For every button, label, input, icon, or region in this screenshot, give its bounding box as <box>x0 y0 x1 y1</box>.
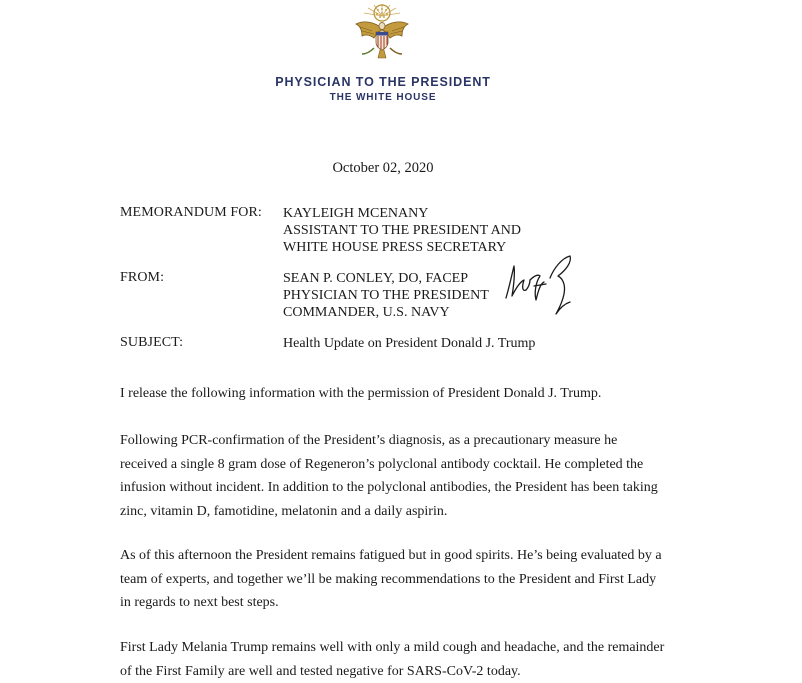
body-line: I release the following information with the permission of President Donald J. Trump. <box>120 386 602 401</box>
body-line: team of experts, and together we’ll be making recommendations to the President and First Lady <box>120 571 657 587</box>
letterhead-title: PHYSICIAN TO THE PRESIDENT <box>275 75 491 89</box>
body-line: in regards to next best steps. <box>120 595 279 610</box>
memo-from-label: FROM: <box>120 270 165 285</box>
body-line: infusion without incident. In addition to the polyclonal antibodies, the President has been taking <box>120 480 658 495</box>
body-line: of the First Family are well and tested negative for SARS-CoV-2 today. <box>120 663 521 679</box>
body-line: First Lady Melania Trump remains well with only a mild cough and headache, and the remainder <box>120 640 665 655</box>
body-line: Following PCR-confirmation of the President’s diagnosis, as a precautionary measure he <box>120 433 618 448</box>
memo-for-block <box>283 205 521 256</box>
memo-for-line: WHITE HOUSE PRESS SECRETARY <box>283 240 507 255</box>
memo-from-line: COMMANDER, U.S. NAVY <box>283 305 450 320</box>
body-paragraph-3 <box>120 544 680 615</box>
memo-for-label: MEMORANDUM FOR: <box>120 205 262 220</box>
memo-for-line: ASSISTANT TO THE PRESIDENT AND <box>283 223 521 238</box>
memo-from-line: SEAN P. CONLEY, DO, FACEP <box>283 271 469 286</box>
body-paragraph-4 <box>120 636 680 683</box>
memo-from-line: PHYSICIAN TO THE PRESIDENT <box>283 288 489 303</box>
body-line: zinc, vitamin D, famotidine, melatonin and a daily aspirin. <box>120 503 448 519</box>
body-line: received a single 8 gram dose of Regeneron’s polyclonal antibody cocktail. He completed the <box>120 456 644 472</box>
signature-icon <box>500 248 586 318</box>
presidential-seal-icon <box>350 2 414 64</box>
body-paragraph-1 <box>120 382 680 406</box>
memo-from-block <box>283 270 489 321</box>
memo-subject-label: SUBJECT: <box>120 335 184 350</box>
memo-subject: Health Update on President Donald J. Trump <box>283 336 536 351</box>
memo-for-line: KAYLEIGH MCENANY <box>283 206 429 221</box>
body-line: As of this afternoon the President remains fatigued but in good spirits. He’s being evaluated by a <box>120 548 662 563</box>
memo-date: October 02, 2020 <box>332 160 434 176</box>
body-paragraph-2 <box>120 429 680 523</box>
letterhead-subtitle: THE WHITE HOUSE <box>329 92 437 103</box>
